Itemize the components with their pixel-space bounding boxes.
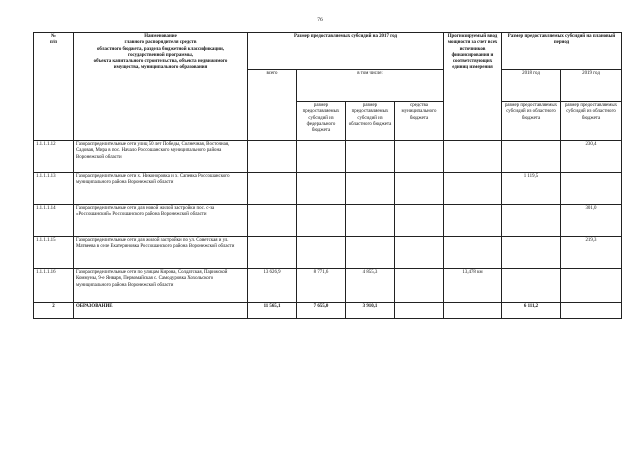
table-row — [34, 269, 622, 303]
row-name: Газораспределительные сети для жилой застройки по ул. Советская и ул. Матвеева в селе Екатериновка Россошанского района Воронежской области — [74, 237, 248, 269]
row-2019: 301,0 — [561, 205, 622, 237]
row-id: 1.1.1.1.12 — [34, 141, 74, 173]
row-2018 — [502, 237, 561, 269]
header-regional: размер предоставляемых субсидий из областного бюджета — [346, 102, 395, 141]
subsidy-table — [33, 32, 622, 319]
row-federal: 8 771,6 — [297, 269, 346, 303]
row-regional — [346, 141, 395, 173]
row-federal — [297, 237, 346, 269]
row-id: 1.1.1.1.15 — [34, 237, 74, 269]
header-2019: 2019 год — [561, 70, 622, 102]
row-capacity: 13,478 км — [444, 269, 502, 303]
row-2019 — [561, 269, 622, 303]
row-total — [248, 173, 297, 205]
summary-id: 2 — [34, 303, 74, 319]
row-total — [248, 205, 297, 237]
header-name: Наименование главного распорядителя средств областного бюджета, раздела бюджетной классификации, государственной программы, объекта капитального строительства, объекта недвижимого имущества, муниципального образования — [74, 33, 248, 141]
row-2019: 219,3 — [561, 237, 622, 269]
row-municipal — [395, 141, 444, 173]
table-row — [34, 205, 622, 237]
row-municipal — [395, 269, 444, 303]
header-planning: Размер предоставляемых субсидий на плановый период — [502, 33, 622, 70]
row-capacity — [444, 173, 502, 205]
summary-capacity — [444, 303, 502, 319]
row-total — [248, 141, 297, 173]
row-id: 1.1.1.1.16 — [34, 269, 74, 303]
row-regional — [346, 205, 395, 237]
header-total: всего — [248, 70, 297, 141]
row-municipal — [395, 205, 444, 237]
row-municipal — [395, 237, 444, 269]
summary-federal: 7 655,0 — [297, 303, 346, 319]
summary-2018: 6 111,2 — [502, 303, 561, 319]
header-federal: размер предоставляемых субсидий из федерального бюджета — [297, 102, 346, 141]
row-name: Газораспределительные сети для новой жилой застройки пос. с-за «Россошанский» Россошанского района Воронежской области — [74, 205, 248, 237]
row-id: 1.1.1.1.13 — [34, 173, 74, 205]
row-name: Газораспределительные сети по улицам Кирова, Солдатская, Парижской Коммуны, 9-е Января, Первомайская с. Самодуровка Хохольского муниципального района Воронежской области — [74, 269, 248, 303]
row-capacity — [444, 141, 502, 173]
row-2018 — [502, 269, 561, 303]
row-federal — [297, 205, 346, 237]
row-total: 13 626,9 — [248, 269, 297, 303]
row-capacity — [444, 237, 502, 269]
row-capacity — [444, 205, 502, 237]
row-id: 1.1.1.1.14 — [34, 205, 74, 237]
row-2018 — [502, 141, 561, 173]
header-no: № п/п — [34, 33, 74, 141]
summary-name: ОБРАЗОВАНИЕ — [74, 303, 248, 319]
row-2018: 1 119,5 — [502, 173, 561, 205]
row-total — [248, 237, 297, 269]
header-size-2019: размер предоставляемых субсидий из областного бюджета — [561, 102, 622, 141]
header-2018: 2018 год — [502, 70, 561, 102]
row-2019 — [561, 173, 622, 205]
row-regional: 4 855,3 — [346, 269, 395, 303]
row-2018 — [502, 205, 561, 237]
row-regional — [346, 237, 395, 269]
summary-2019 — [561, 303, 622, 319]
header-size-2017: Размер предоставляемых субсидий на 2017 год — [248, 33, 444, 70]
row-federal — [297, 141, 346, 173]
header-size-2018: размер предоставляемых субсидий из областного бюджета — [502, 102, 561, 141]
row-2019: 230,4 — [561, 141, 622, 173]
header-capacity: Прогнозируемый ввод мощности за счет всех источников финансирования и соответствующих единиц измерения — [444, 33, 502, 141]
header-municipal: средства муниципального бюджета — [395, 102, 444, 141]
summary-regional: 3 910,1 — [346, 303, 395, 319]
table-row — [34, 141, 622, 173]
table-row — [34, 173, 622, 205]
table-row — [34, 237, 622, 269]
row-name: Газораспределительные сети улиц 50 лет Победы, Солнечная, Восточная, Садовая, Мира в пос. Начало Россошанского муниципального района Воронежской области — [74, 141, 248, 173]
row-name: Газораспределительные сети х. Никоноровка и х. Сапевка Россошанского муниципального района Воронежской области — [74, 173, 248, 205]
header-including: в том числе: — [297, 70, 444, 102]
row-regional — [346, 173, 395, 205]
summary-total: 11 565,1 — [248, 303, 297, 319]
row-municipal — [395, 173, 444, 205]
row-federal — [297, 173, 346, 205]
page-number: 76 — [317, 17, 323, 23]
summary-municipal — [395, 303, 444, 319]
summary-row — [34, 303, 622, 319]
